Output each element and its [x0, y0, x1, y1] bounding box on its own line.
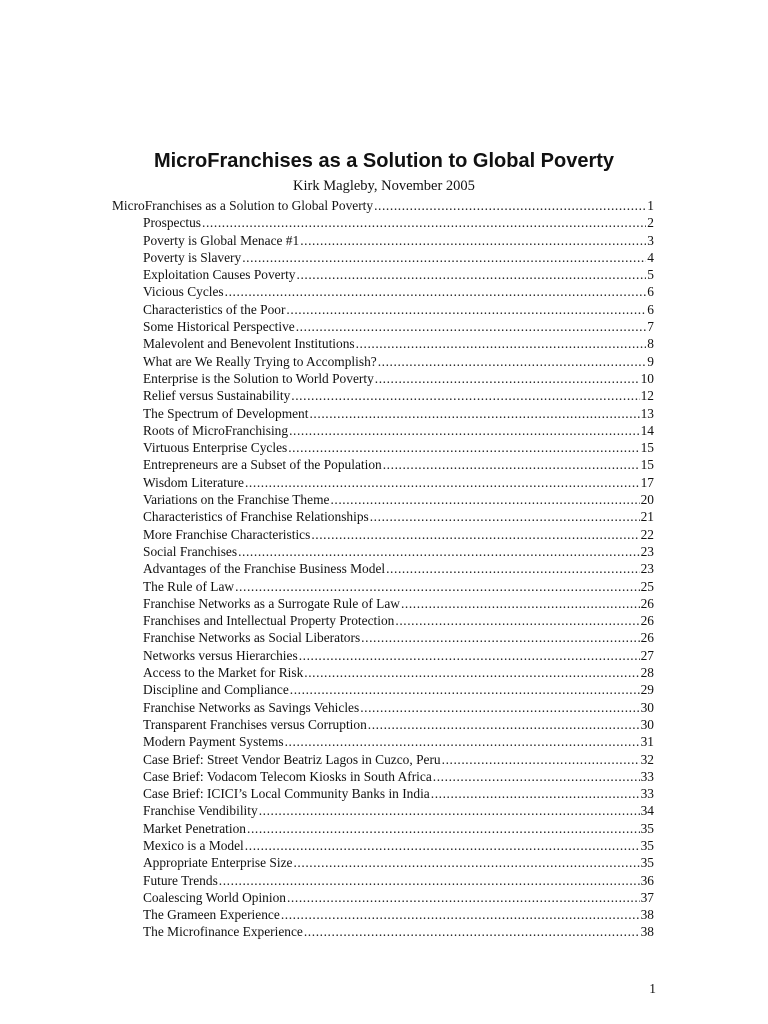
toc-entry[interactable]	[112, 387, 654, 404]
toc-entry[interactable]	[112, 249, 654, 266]
toc-entry-title: Prospectus	[143, 215, 202, 231]
toc-entry-title: Discipline and Compliance	[143, 682, 289, 698]
toc-entry-title: Characteristics of Franchise Relationships	[143, 509, 369, 525]
toc-dot-leader	[442, 751, 640, 768]
toc-entry-title: Enterprise is the Solution to World Poverty	[143, 370, 374, 386]
toc-entry-page: 20	[640, 492, 654, 508]
toc-entry[interactable]	[112, 214, 654, 231]
toc-entry[interactable]	[112, 283, 654, 300]
toc-dot-leader	[374, 197, 646, 214]
toc-dot-leader	[288, 439, 639, 456]
toc-entry-page: 28	[640, 665, 654, 681]
toc-entry-page: 29	[640, 682, 654, 698]
toc-entry-title: The Grameen Experience	[143, 907, 280, 923]
toc-entry-title: Vicious Cycles	[143, 284, 224, 300]
toc-dot-leader	[296, 318, 647, 335]
toc-entry-page: 13	[640, 405, 654, 421]
toc-entry-title: Future Trends	[143, 872, 218, 888]
toc-entry-page: 6	[647, 284, 654, 300]
toc-entry[interactable]	[112, 405, 654, 422]
toc-entry[interactable]	[112, 422, 654, 439]
toc-dot-leader	[395, 612, 639, 629]
toc-entry-page: 1	[647, 198, 654, 213]
toc-dot-leader	[245, 837, 640, 854]
toc-entry-title: MicroFranchises as a Solution to Global Poverty	[112, 198, 374, 213]
toc-entry-page: 2	[647, 215, 654, 231]
toc-entry[interactable]	[112, 647, 654, 664]
toc-dot-leader	[361, 629, 639, 646]
toc-entry-title: Franchise Vendibility	[143, 803, 258, 819]
toc-dot-leader	[242, 249, 646, 266]
toc-entry[interactable]	[112, 716, 654, 733]
toc-entry[interactable]	[112, 854, 654, 871]
toc-entry-page: 4	[647, 249, 654, 265]
toc-entry[interactable]	[112, 439, 654, 456]
toc-entry-title: Social Franchises	[143, 543, 238, 559]
toc-entry-page: 37	[640, 889, 654, 905]
toc-entry-title: Variations on the Franchise Theme	[143, 492, 330, 508]
toc-dot-leader	[290, 681, 640, 698]
toc-dot-leader	[356, 335, 647, 352]
toc-entry-page: 23	[640, 543, 654, 559]
toc-entry-page: 14	[640, 422, 654, 438]
toc-dot-leader	[309, 405, 639, 422]
toc-entry-title: Transparent Franchises versus Corruption	[143, 716, 367, 732]
toc-entry-title: The Spectrum of Development	[143, 405, 309, 421]
page-number: 1	[649, 981, 656, 996]
toc-entry[interactable]	[112, 751, 654, 768]
toc-entry-title: Malevolent and Benevolent Institutions	[143, 336, 355, 352]
toc-entry[interactable]	[112, 301, 654, 318]
toc-entry[interactable]	[112, 681, 654, 698]
toc-entry-page: 15	[640, 457, 654, 473]
toc-entry-page: 7	[647, 319, 654, 335]
toc-entry-page: 36	[640, 872, 654, 888]
toc-entry[interactable]	[112, 266, 654, 283]
toc-entry[interactable]	[112, 232, 654, 249]
toc-entry-title: Case Brief: Vodacom Telecom Kiosks in South Africa	[143, 768, 432, 784]
toc-entry-page: 30	[640, 716, 654, 732]
toc-entry-page: 17	[640, 474, 654, 490]
toc-entry-title: Roots of MicroFranchising	[143, 422, 289, 438]
toc-entry[interactable]	[112, 699, 654, 716]
toc-entry-page: 35	[640, 855, 654, 871]
toc-dot-leader	[401, 595, 640, 612]
toc-dot-leader	[360, 699, 639, 716]
toc-dot-leader	[378, 353, 647, 370]
toc-entry[interactable]	[112, 595, 654, 612]
toc-entry[interactable]	[112, 612, 654, 629]
toc-entry-page: 33	[640, 768, 654, 784]
toc-entry-page: 35	[640, 820, 654, 836]
toc-entry-page: 6	[647, 301, 654, 317]
toc-entry-title: Virtuous Enterprise Cycles	[143, 440, 288, 456]
toc-entry-title: More Franchise Characteristics	[143, 526, 311, 542]
toc-dot-leader	[297, 266, 647, 283]
toc-dot-leader	[285, 733, 640, 750]
toc-entry-title: Franchise Networks as Social Liberators	[143, 630, 361, 646]
toc-entry[interactable]	[112, 474, 654, 491]
toc-entry[interactable]	[112, 370, 654, 387]
toc-dot-leader	[383, 456, 640, 473]
toc-entry-page: 15	[640, 440, 654, 456]
toc-dot-leader	[293, 854, 639, 871]
toc-entry-title: Exploitation Causes Poverty	[143, 267, 296, 283]
toc-dot-leader	[311, 526, 639, 543]
toc-entry-page: 35	[640, 837, 654, 853]
toc-entry[interactable]	[112, 785, 654, 802]
toc-entry[interactable]	[112, 543, 654, 560]
toc-entry[interactable]	[112, 906, 654, 923]
toc-entry[interactable]	[112, 335, 654, 352]
toc-dot-leader	[375, 370, 640, 387]
toc-entry-page: 26	[640, 630, 654, 646]
toc-dot-leader	[235, 578, 640, 595]
toc-entry[interactable]	[112, 526, 654, 543]
toc-entry-title: Poverty is Global Menace #1	[143, 232, 300, 248]
toc-entry-page: 12	[640, 388, 654, 404]
toc-entry-title: Relief versus Sustainability	[143, 388, 291, 404]
toc-entry-title: Coalescing World Opinion	[143, 889, 286, 905]
toc-entry-page: 34	[640, 803, 654, 819]
toc-entry-page: 30	[640, 699, 654, 715]
toc-entry-page: 38	[640, 907, 654, 923]
toc-entry-title: Mexico is a Model	[143, 837, 244, 853]
toc-entry-title: Wisdom Literature	[143, 474, 244, 490]
toc-entry-page: 38	[640, 924, 654, 940]
toc-entry-page: 27	[640, 647, 654, 663]
toc-dot-leader	[304, 923, 640, 940]
author-line: Kirk Magleby, November 2005	[293, 178, 475, 194]
toc-dot-leader	[304, 664, 639, 681]
toc-entry-title: Advantages of the Franchise Business Model	[143, 561, 386, 577]
toc-dot-leader	[433, 768, 640, 785]
toc-entry[interactable]	[112, 872, 654, 889]
toc-entry[interactable]	[112, 197, 654, 214]
toc-dot-leader	[370, 508, 640, 525]
toc-entry-page: 26	[640, 613, 654, 629]
toc-dot-leader	[287, 889, 640, 906]
toc-entry-page: 5	[647, 267, 654, 283]
toc-dot-leader	[300, 232, 646, 249]
toc-dot-leader	[219, 872, 640, 889]
toc-dot-leader	[289, 422, 640, 439]
toc-entry-page: 22	[640, 526, 654, 542]
toc-entry-page: 3	[647, 232, 654, 248]
toc-entry-title: Franchise Networks as a Surrogate Rule of Law	[143, 595, 400, 611]
toc-entry-title: The Rule of Law	[143, 578, 235, 594]
toc-entry-page: 26	[640, 595, 654, 611]
toc-dot-leader	[238, 543, 640, 560]
toc-dot-leader	[281, 906, 640, 923]
toc-entry[interactable]	[112, 578, 654, 595]
toc-entry[interactable]	[112, 629, 654, 646]
toc-entry-page: 8	[647, 336, 654, 352]
toc-dot-leader	[286, 301, 646, 318]
toc-entry-title: Entrepreneurs are a Subset of the Population	[143, 457, 382, 473]
toc-entry-page: 33	[640, 786, 654, 802]
toc-entry-title: Some Historical Perspective	[143, 319, 295, 335]
toc-entry[interactable]	[112, 889, 654, 906]
toc-entry-title: Case Brief: Street Vendor Beatriz Lagos in Cuzco, Peru	[143, 751, 441, 767]
toc-dot-leader	[330, 491, 639, 508]
toc-entry[interactable]	[112, 353, 654, 370]
toc-entry[interactable]	[112, 768, 654, 785]
toc-entry-page: 23	[640, 561, 654, 577]
toc-entry[interactable]	[112, 802, 654, 819]
toc-entry[interactable]	[112, 491, 654, 508]
toc-entry[interactable]	[112, 508, 654, 525]
toc-dot-leader	[245, 474, 640, 491]
toc-entry[interactable]	[112, 923, 654, 940]
toc-entry-title: Franchise Networks as Savings Vehicles	[143, 699, 360, 715]
toc-entry-title: Networks versus Hierarchies	[143, 647, 298, 663]
document-title: MicroFranchises as a Solution to Global Poverty	[153, 150, 615, 172]
toc-dot-leader	[202, 214, 646, 231]
toc-entry-title: Access to the Market for Risk	[143, 665, 304, 681]
toc-entry-title: What are We Really Trying to Accomplish?	[143, 353, 377, 369]
toc-entry[interactable]	[112, 837, 654, 854]
toc-entry[interactable]	[112, 733, 654, 750]
toc-dot-leader	[431, 785, 640, 802]
toc-entry-title: Franchises and Intellectual Property Protection	[143, 613, 395, 629]
toc-entry-title: Case Brief: ICICI’s Local Community Banks in India	[143, 786, 430, 802]
toc-entry-title: Poverty is Slavery	[143, 249, 242, 265]
toc-dot-leader	[386, 560, 640, 577]
toc-entry-title: Modern Payment Systems	[143, 734, 284, 750]
toc-dot-leader	[299, 647, 640, 664]
toc-entry-page: 10	[640, 370, 654, 386]
table-of-contents	[112, 197, 654, 941]
toc-dot-leader	[259, 802, 640, 819]
toc-entry-title: The Microfinance Experience	[143, 924, 303, 940]
toc-entry-page: 32	[640, 751, 654, 767]
toc-entry-page: 31	[640, 734, 654, 750]
toc-entry[interactable]	[112, 318, 654, 335]
toc-entry-title: Market Penetration	[143, 820, 246, 836]
toc-dot-leader	[247, 820, 640, 837]
toc-dot-leader	[368, 716, 640, 733]
toc-dot-leader	[225, 283, 647, 300]
toc-entry-page: 25	[640, 578, 654, 594]
toc-entry-title: Appropriate Enterprise Size	[143, 855, 293, 871]
toc-entry[interactable]	[112, 456, 654, 473]
toc-entry[interactable]	[112, 820, 654, 837]
toc-entry-page: 21	[640, 509, 654, 525]
toc-entry[interactable]	[112, 664, 654, 681]
toc-dot-leader	[291, 387, 639, 404]
toc-entry-page: 9	[647, 353, 654, 369]
toc-entry-title: Characteristics of the Poor	[143, 301, 286, 317]
toc-entry[interactable]	[112, 560, 654, 577]
